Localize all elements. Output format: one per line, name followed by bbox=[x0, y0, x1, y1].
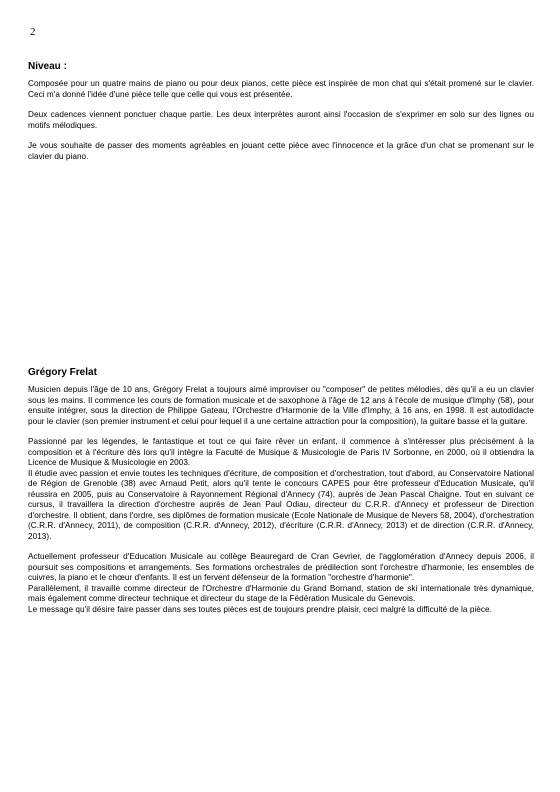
biography-paragraph: Musicien depuis l'âge de 10 ans, Grégory Frelat a toujours aimé improviser ou "composer" de petites mélodies, dès qu'il a eu un clavier sous les mains. Il commence les cours de formation musicale et de saxophone à l'âge de 12 ans à l'école de musique d'Imphy (58), pour ensuite intégrer, sous la direction de Philippe Gateau, l'Orchestre d'Harmonie de la Ville d'Imphy, à 16 ans, en 1998. Il est autodidacte pour le clavier (son premier instrument et celui pour lequel il a une certaine attraction pour la composition), la guitare basse et la guitare. bbox=[28, 385, 534, 426]
biography-paragraph: Il étudie avec passion et envie toutes les techniques d'écriture, de composition et d'orchestration, tout d'abord, au Conservatoire National de Région de Grenoble (38) avec Arnaud Petit, alors qu'il tente le concours CAPES pour être professeur d'Education Musicale, qu'il réussira en 2005, puis au Conservatoire à Rayonnement Régional d'Annecy (74), auprès de Jean Pascal Chaigne. Tout en suivant ce cursus, il travaillera la direction d'orchestre auprès de Jean Paul Odiau, directeur du C.R.R. d'Annecy et professeur de Direction d'orchestre. Il obtient, dans l'ordre, ses diplômes de formation musicale (Ecole Nationale de Musique de Nevers 58, 2004), d'orchestration (C.R.R. d'Annecy, 2011), de composition (C.R.R. d'Annecy, 2012), d'écriture (C.R.R. d'Annecy, 2013) et de direction (C.R.R. d'Annecy, 2013). bbox=[28, 468, 534, 541]
niveau-heading: Niveau : bbox=[28, 61, 67, 72]
biography-paragraph: Actuellement professeur d'Education Musicale au collège Beauregard de Cran Gevrier, de l'agglomération d'Annecy depuis 2006, il poursuit ses compositions et arrangements. Ses formations orchestrales de prédilection sont l'orchestre d'harmonie, les ensembles de cuivres, la piano et le chœur d'enfants. Il est un fervent défenseur de la formation "orchestre d'harmonie". bbox=[28, 552, 534, 582]
niveau-section bbox=[28, 61, 534, 172]
niveau-paragraph: Composée pour un quatre mains de piano ou pour deux pianos, cette pièce est inspirée de mon chat qui s'était promené sur le clavier. Ceci m'a donné l'idée d'une pièce telle que celle qui vous est présentée. bbox=[28, 79, 534, 99]
biography-paragraph: Passionné par les légendes, le fantastique et tout ce qui faire rêver un enfant, il commence à s'intéresser plus précisément à la composition et à l'écriture dès lors qu'il intègre la Faculté de Musique & Musicologie de Paris IV Sorbonne, en 2000, où il obtiendra la Licence de Musique & Musicologie en 2003. bbox=[28, 437, 534, 467]
biography-heading: Grégory Frelat bbox=[28, 367, 97, 378]
biography-paragraph: Le message qu'il désire faire passer dans ses toutes pièces est de toujours prendre plaisir, ceci malgré la difficulté de la pièce. bbox=[28, 604, 492, 614]
niveau-paragraph: Deux cadences viennent ponctuer chaque partie. Les deux interprètes auront ainsi l'occasion de s'exprimer en solo sur des lignes ou motifs mélodiques. bbox=[28, 110, 534, 130]
biography-section bbox=[28, 367, 534, 625]
biography-paragraph: Parallèlement, il travaille comme directeur de l'Orchestre d'Harmonie du Grand Bornand, station de ski internationale très dynamique, mais également comme directeur technique et directeur du stage de la Fédération Musicale du Genevois. bbox=[28, 583, 534, 603]
niveau-paragraph: Je vous souhaite de passer des moments agréables en jouant cette pièce avec l'innocence et la grâce d'un chat se promenant sur le clavier du piano. bbox=[28, 141, 534, 161]
page-number: 2 bbox=[30, 26, 36, 38]
